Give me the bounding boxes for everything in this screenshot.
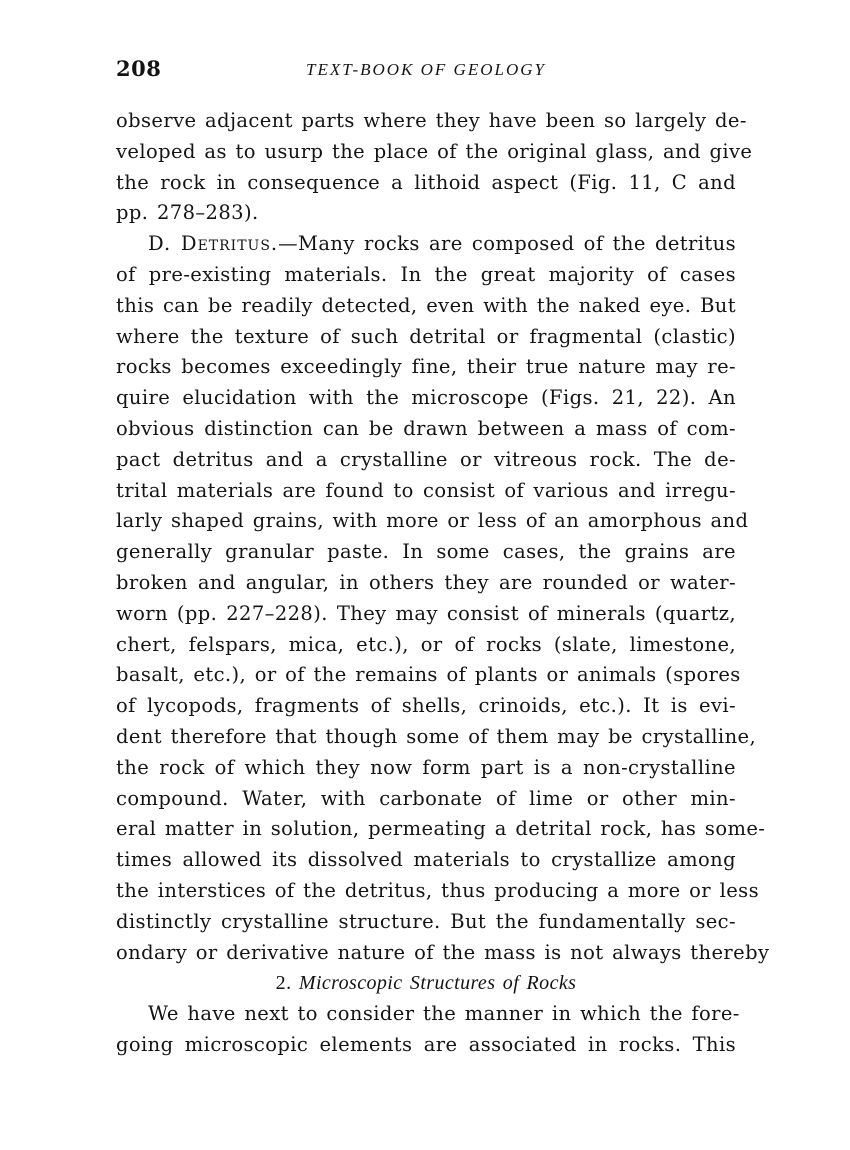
paragraph-2-first-line-text: —Many rocks are composed of the detritus — [278, 232, 736, 256]
paragraph-1-line: the rock in consequence a lithoid aspect (Fig. 11, C and — [116, 170, 736, 194]
paragraph-2-line: eral matter in solution, permeating a detrital rock, has some- — [116, 817, 766, 841]
paragraph-2-line: times allowed its dissolved materials to crystallize among — [116, 848, 736, 872]
page-header — [116, 56, 736, 90]
paragraph-2-line: compound. Water, with carbonate of lime or other min- — [116, 786, 736, 810]
paragraph-3-line: going microscopic elements are associated in rocks. This — [116, 1032, 736, 1056]
body-text — [116, 106, 770, 1061]
paragraph-2-line: ondary or derivative nature of the mass is not always thereby — [116, 940, 770, 964]
section-title: Microscopic Structures of Rocks — [298, 972, 577, 995]
paragraph-2-line: basalt, etc.), or of the remains of plants or animals (spores — [116, 663, 741, 687]
paragraph-2-line: the rock of which they now form part is a non-crystalline — [116, 755, 736, 779]
paragraph-2-first-line — [116, 229, 736, 260]
paragraph-2-line: worn (pp. 227–228). They may consist of minerals (quartz, — [116, 601, 736, 625]
paragraph-2-line: dent therefore that though some of them may be crystalline, — [116, 724, 757, 748]
paragraph-2-line: pact detritus and a crystalline or vitreous rock. The de- — [116, 447, 736, 471]
paragraph-2-line: trital materials are found to consist of various and irregu- — [116, 478, 736, 502]
section-number: 2. — [275, 972, 292, 995]
paragraph-3-line: We have next to consider the manner in which the fore- — [148, 1002, 740, 1026]
section-heading — [116, 968, 736, 999]
paragraph-1-line: pp. 278–283). — [116, 201, 259, 225]
detritus-label: D. Detritus. — [148, 232, 279, 256]
paragraph-2-line: rocks becomes exceedingly fine, their true nature may re- — [116, 355, 736, 379]
paragraph-2-line: broken and angular, in others they are rounded or water- — [116, 570, 736, 594]
paragraph-1-line: veloped as to usurp the place of the original glass, and give — [116, 139, 753, 163]
paragraph-2-line: distinctly crystalline structure. But the fundamentally sec- — [116, 909, 736, 933]
paragraph-2-line: this can be readily detected, even with the naked eye. But — [116, 293, 736, 317]
paragraph-2-line: the interstices of the detritus, thus producing a more or less — [116, 878, 759, 902]
paragraph-1-line: observe adjacent parts where they have been so largely de- — [116, 109, 747, 132]
paragraph-2-line: larly shaped grains, with more or less of an amorphous and — [116, 509, 749, 533]
paragraph-2-line: quire elucidation with the microscope (Figs. 21, 22). An — [116, 386, 736, 410]
paragraph-2-line: of pre-existing materials. In the great majority of cases — [116, 262, 736, 286]
paragraph-2-line: chert, felspars, mica, etc.), or of rocks (slate, limestone, — [116, 632, 736, 656]
paragraph-2-line: of lycopods, fragments of shells, crinoids, etc.). It is evi- — [116, 694, 736, 718]
running-head: TEXT-BOOK OF GEOLOGY — [306, 60, 546, 79]
paragraph-2-line: where the texture of such detrital or fragmental (clastic) — [116, 324, 736, 348]
paragraph-2-line: obvious distinction can be drawn between a mass of com- — [116, 416, 736, 440]
page-number: 208 — [116, 56, 162, 81]
paragraph-2-line: generally granular paste. In some cases, the grains are — [116, 540, 736, 564]
